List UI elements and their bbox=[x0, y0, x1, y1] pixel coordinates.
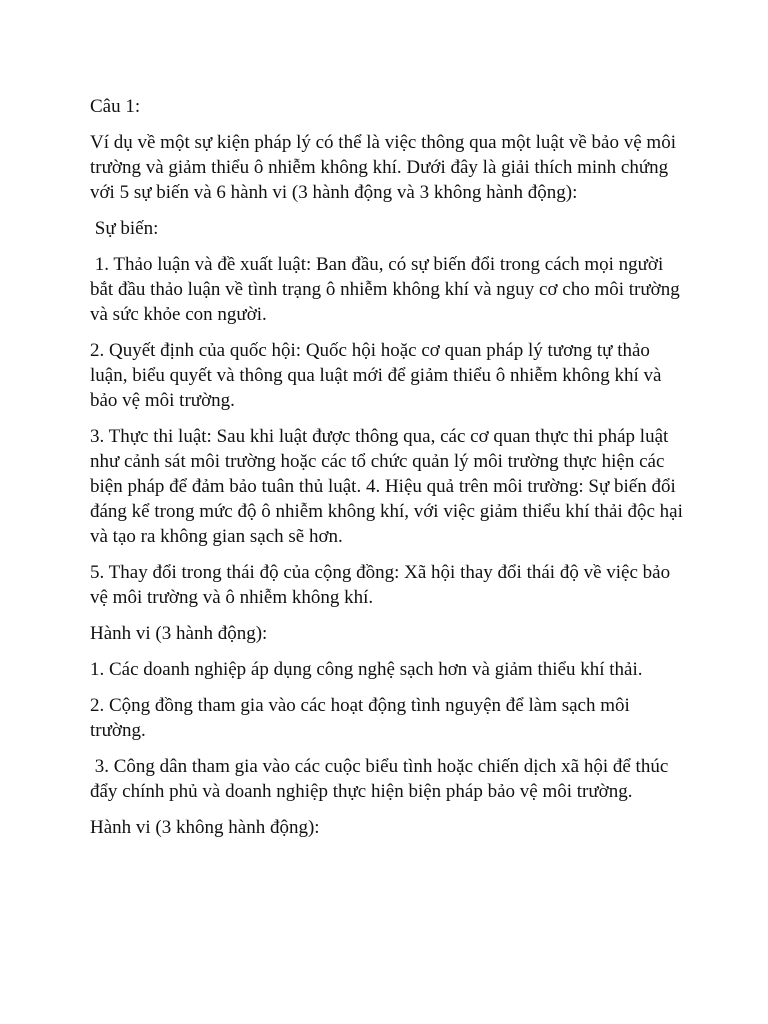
event-item-1: 1. Thảo luận và đề xuất luật: Ban đầu, có sự biến đổi trong cách mọi người bắt đầu thảo luận về tình trạng ô nhiễm không khí và nguy cơ cho môi trường và sức khỏe con người. bbox=[90, 254, 685, 325]
document-body bbox=[90, 94, 690, 851]
inactions-heading: Hành vi (3 không hành động): bbox=[90, 817, 320, 838]
event-item-2: 2. Quyết định của quốc hội: Quốc hội hoặc cơ quan pháp lý tương tự thảo luận, biểu quyết và thông qua luật mới để giảm thiểu ô nhiễm không khí và bảo vệ môi trường. bbox=[90, 340, 667, 411]
event-item-3-4: 3. Thực thi luật: Sau khi luật được thông qua, các cơ quan thực thi pháp luật như cảnh sát môi trường hoặc các tổ chức quản lý môi trường thực hiện các biện pháp để đảm bảo tuân thủ luật. 4. Hiệu quả trên môi trường: Sự biến đổi đáng kể trong mức độ ô nhiễm không khí, với việc giảm thiểu khí thải độc hại và tạo ra không gian sạch sẽ hơn. bbox=[90, 426, 688, 547]
action-item-3: 3. Công dân tham gia vào các cuộc biểu tình hoặc chiến dịch xã hội để thúc đẩy chính phủ và doanh nghiệp thực hiện biện pháp bảo vệ môi trường. bbox=[90, 756, 674, 802]
events-heading: Sự biến: bbox=[90, 218, 159, 239]
action-item-1: 1. Các doanh nghiệp áp dụng công nghệ sạch hơn và giảm thiểu khí thải. bbox=[90, 659, 643, 680]
intro-paragraph: Ví dụ về một sự kiện pháp lý có thể là việc thông qua một luật về bảo vệ môi trường và giảm thiểu ô nhiễm không khí. Dưới đây là giải thích minh chứng với 5 sự biến và 6 hành vi (3 hành động và 3 không hành động): bbox=[90, 132, 681, 203]
actions-heading: Hành vi (3 hành động): bbox=[90, 623, 268, 644]
action-item-2: 2. Cộng đồng tham gia vào các hoạt động tình nguyện để làm sạch môi trường. bbox=[90, 695, 635, 741]
question-heading: Câu 1: bbox=[90, 96, 141, 117]
event-item-5: 5. Thay đổi trong thái độ của cộng đồng: Xã hội thay đổi thái độ về việc bảo vệ môi trường và ô nhiễm không khí. bbox=[90, 562, 675, 608]
